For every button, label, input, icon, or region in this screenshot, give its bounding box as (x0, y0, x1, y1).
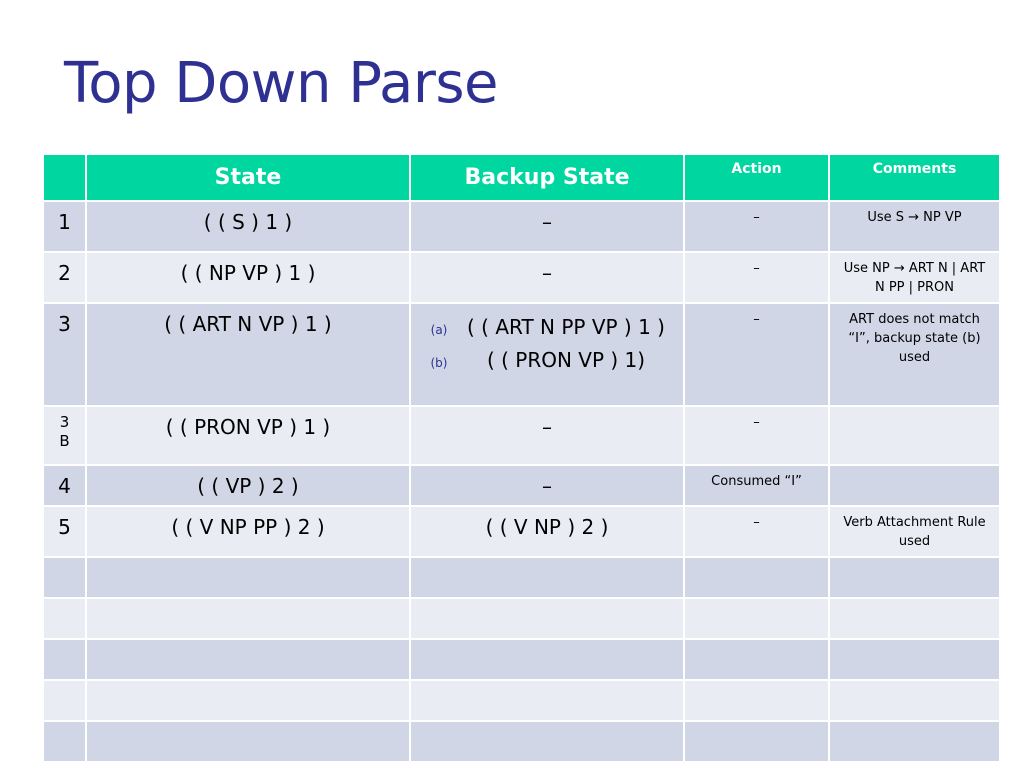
row-number: 3 B (43, 406, 86, 465)
empty-cell (684, 680, 829, 721)
action-cell: – (684, 506, 829, 557)
table-row (43, 406, 1000, 465)
backup-label-a: (a) (430, 323, 448, 337)
empty-cell (43, 639, 86, 680)
state-cell: ( ( S ) 1 ) (86, 201, 410, 252)
empty-cell (86, 680, 410, 721)
backup-text-a: ( ( ART N PP VP ) 1 ) (467, 315, 665, 339)
backup-cell: – (410, 201, 684, 252)
empty-cell (86, 557, 410, 598)
empty-cell (410, 598, 684, 639)
empty-cell (86, 598, 410, 639)
empty-cell (829, 639, 1000, 680)
empty-cell (43, 557, 86, 598)
backup-text-b: ( ( PRON VP ) 1) (486, 348, 646, 372)
backup-label-b: (b) (430, 356, 448, 370)
table-row (43, 303, 1000, 406)
state-cell: ( ( PRON VP ) 1 ) (86, 406, 410, 465)
table-row (43, 506, 1000, 557)
row-number: 5 (43, 506, 86, 557)
empty-cell (684, 557, 829, 598)
empty-cell (684, 721, 829, 762)
comment-cell: ART does not match “I”, backup state (b) used (829, 303, 1000, 406)
parse-table (42, 153, 1001, 763)
action-cell: – (684, 201, 829, 252)
empty-cell (43, 598, 86, 639)
action-cell: Consumed “I” (684, 465, 829, 506)
header-backup-state: Backup State (410, 154, 684, 201)
state-cell: ( ( ART N VP ) 1 ) (86, 303, 410, 406)
action-cell: – (684, 303, 829, 406)
table-row-empty (43, 721, 1000, 762)
table-row (43, 465, 1000, 506)
header-comments: Comments (829, 154, 1000, 201)
comment-cell (829, 406, 1000, 465)
empty-cell (410, 680, 684, 721)
backup-option-b (421, 345, 675, 378)
empty-cell (410, 557, 684, 598)
comment-cell: Verb Attachment Rule used (829, 506, 1000, 557)
comment-cell: Use NP → ART N | ART N PP | PRON (829, 252, 1000, 303)
empty-cell (86, 639, 410, 680)
table-row-empty (43, 639, 1000, 680)
empty-cell (684, 598, 829, 639)
table-row (43, 252, 1000, 303)
action-cell: – (684, 252, 829, 303)
backup-cell: – (410, 252, 684, 303)
table-row-empty (43, 680, 1000, 721)
header-index (43, 154, 86, 201)
empty-cell (829, 721, 1000, 762)
comment-cell (829, 465, 1000, 506)
state-cell: ( ( V NP PP ) 2 ) (86, 506, 410, 557)
empty-cell (43, 680, 86, 721)
header-action: Action (684, 154, 829, 201)
empty-cell (684, 639, 829, 680)
comment-cell: Use S → NP VP (829, 201, 1000, 252)
empty-cell (43, 721, 86, 762)
table-header-row (43, 154, 1000, 201)
state-cell: ( ( VP ) 2 ) (86, 465, 410, 506)
row-number: 2 (43, 252, 86, 303)
backup-cell: – (410, 465, 684, 506)
row-number: 3 (43, 303, 86, 406)
empty-cell (829, 598, 1000, 639)
action-cell: – (684, 406, 829, 465)
backup-option-a (421, 312, 675, 345)
header-state: State (86, 154, 410, 201)
empty-cell (410, 639, 684, 680)
state-cell: ( ( NP VP ) 1 ) (86, 252, 410, 303)
table-row (43, 201, 1000, 252)
table-row-empty (43, 557, 1000, 598)
empty-cell (86, 721, 410, 762)
row-number: 1 (43, 201, 86, 252)
empty-cell (410, 721, 684, 762)
backup-cell (410, 303, 684, 406)
empty-cell (829, 680, 1000, 721)
empty-cell (829, 557, 1000, 598)
row-number: 4 (43, 465, 86, 506)
table-row-empty (43, 598, 1000, 639)
slide-title: Top Down Parse (64, 51, 498, 116)
backup-cell: – (410, 406, 684, 465)
backup-cell: ( ( V NP ) 2 ) (410, 506, 684, 557)
